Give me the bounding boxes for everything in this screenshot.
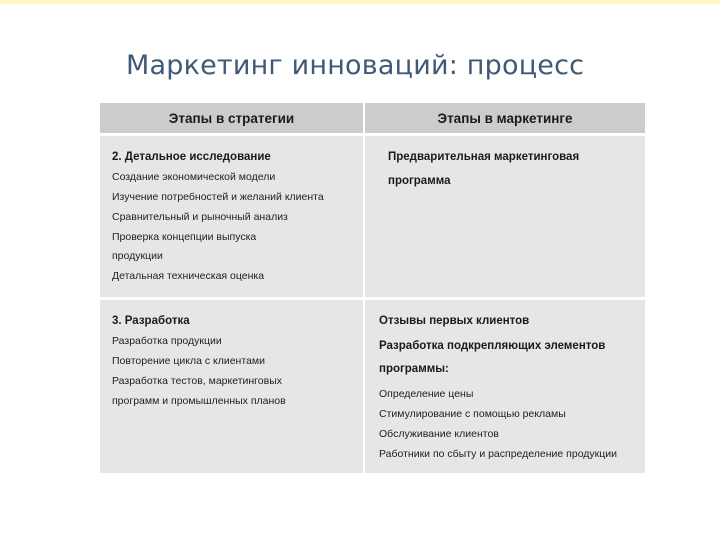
header-marketing-stages: Этапы в маркетинге: [365, 103, 645, 136]
list-item: программ и промышленных планов: [112, 395, 286, 407]
marketing-heading-cont: программы:: [379, 363, 449, 375]
stage-heading: 3. Разработка: [112, 315, 190, 327]
list-item: Создание экономической модели: [112, 171, 276, 183]
cell-detailed-research: [100, 136, 365, 300]
cell-development: [100, 300, 365, 473]
process-table: [100, 103, 645, 473]
list-item: Проверка концепции выпуска: [112, 231, 257, 243]
list-item: Обслуживание клиентов: [379, 428, 499, 440]
marketing-heading: Отзывы первых клиентов: [379, 315, 530, 327]
cell-preliminary-program: [365, 136, 645, 300]
list-item: Сравнительный и рыночный анализ: [112, 211, 288, 223]
stage-heading: 2. Детальное исследование: [112, 151, 271, 163]
list-item: Стимулирование с помощью рекламы: [379, 408, 566, 420]
marketing-heading: Разработка подкрепляющих элементов: [379, 340, 606, 352]
list-item: продукции: [112, 250, 163, 262]
list-item: Изучение потребностей и желаний клиента: [112, 191, 324, 203]
list-item: Разработка продукции: [112, 335, 222, 347]
header-strategy-stages: Этапы в стратегии: [100, 103, 365, 136]
marketing-heading-cont: программа: [388, 175, 451, 187]
cell-client-feedback: [365, 300, 645, 473]
list-item: Работники по сбыту и распределение продукции: [379, 448, 618, 460]
top-accent-strip: [0, 0, 720, 4]
marketing-heading: Предварительная маркетинговая: [388, 151, 580, 163]
list-item: Разработка тестов, маркетинговых: [112, 375, 282, 387]
slide-title: Маркетинг инноваций: процесс: [126, 50, 585, 81]
list-item: Определение цены: [379, 388, 474, 400]
list-item: Повторение цикла с клиентами: [112, 355, 265, 367]
list-item: Детальная техническая оценка: [112, 270, 265, 282]
